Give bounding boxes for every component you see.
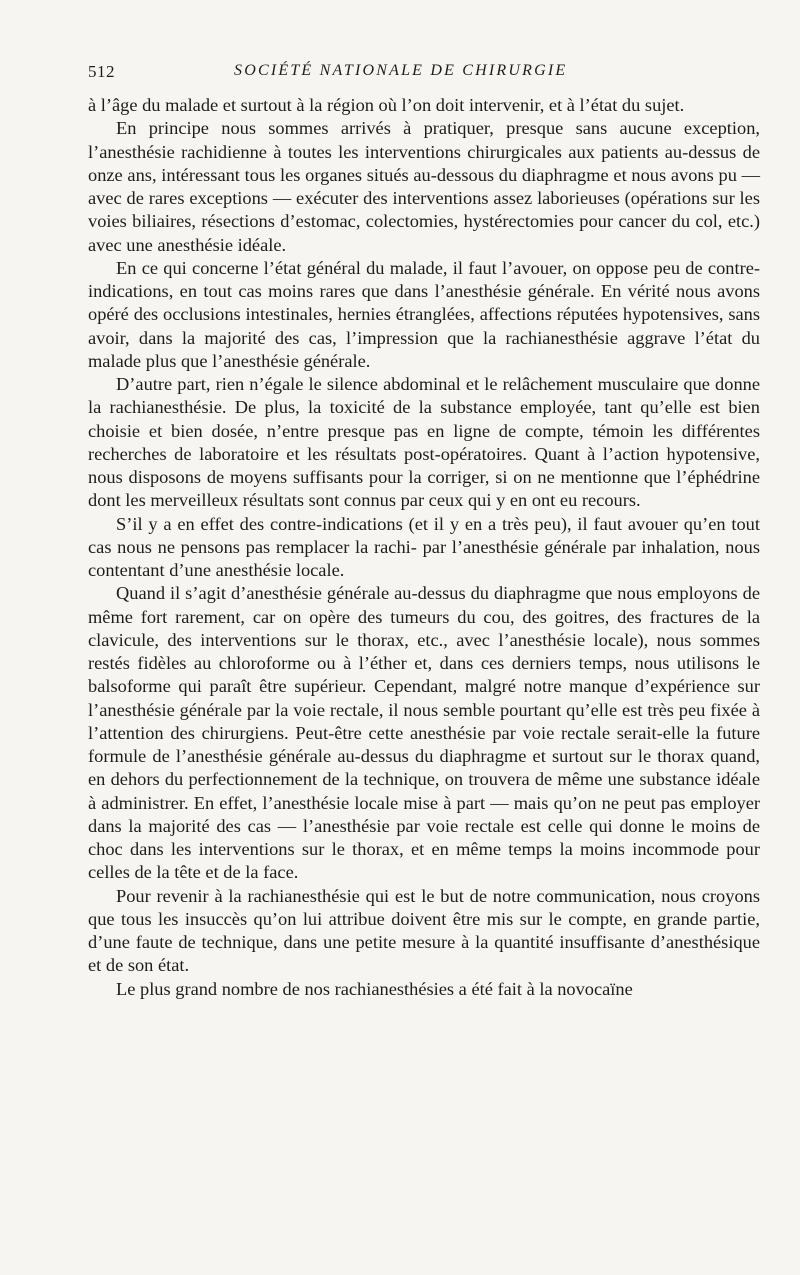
paragraph: D’autre part, rien n’égale le silence abdominal et le relâchement musculaire que donne la rachianesthésie. De plus, la toxicité de la substance employée, tant qu’elle est bien choisie et bien dosée, n’entre presque pas en ligne de compte, témoin les différentes recherches de laboratoire et les résultats post-opératoires. Quant à l’action hypotensive, nous disposons de moyens suffisants pour la corriger, si on ne mentionne que l’éphédrine dont les merveilleux résultats sont connus par ceux qui y en ont eu recours.	[88, 374, 760, 511]
page-number: 512	[88, 62, 115, 81]
journal-title: SOCIÉTÉ NATIONALE DE CHIRURGIE	[234, 62, 568, 79]
paragraph: S’il y a en effet des contre-indications (et il y en a très peu), il faut avouer qu’en tout cas nous ne pensons pas remplacer la rachi- par l’anesthésie générale par inhalation, nous contentant d’une anesthésie locale.	[88, 513, 760, 580]
paragraph: à l’âge du malade et surtout à la région où l’on doit intervenir, et à l’état du sujet.	[88, 95, 685, 115]
article-body	[88, 94, 760, 1001]
paragraph: En ce qui concerne l’état général du malade, il faut l’avouer, on oppose peu de contre-indications, en tout cas moins rares que dans l’anesthésie générale. En vérité nous avons opéré des occlusions intestinales, hernies étranglées, affections réputées hypotensives, sans avoir, dans la majorité des cas, l’impression que la rachianesthésie aggrave l’état du malade plus que l’anesthésie générale.	[88, 257, 760, 371]
paragraph: Pour revenir à la rachianesthésie qui est le but de notre communication, nous croyons que tous les insuccès qu’on lui attribue doivent être mis sur le compte, en grande partie, d’une faute de technique, dans une petite mesure à la quantité insuffisante d’anesthésique et de son état.	[88, 885, 760, 976]
paragraph: En principe nous sommes arrivés à pratiquer, presque sans aucune exception, l’anesthésie rachidienne à toutes les interventions chirurgicales aux patients au-dessus de onze ans, intéressant tous les organes situés au-dessous du diaphragme et nous avons pu — avec de rares exceptions — exécuter des interventions assez laborieuses (opérations sur les voies biliaires, résections d’estomac, colectomies, hystérectomies pour cancer du col, etc.) avec une anesthésie idéale.	[88, 118, 760, 255]
paragraph: Le plus grand nombre de nos rachianesthésies a été fait à la novocaïne	[116, 978, 633, 999]
paragraph: Quand il s’agit d’anesthésie générale au-dessus du diaphragme que nous employons de même fort rarement, car on opère des tumeurs du cou, des goitres, des fractures de la clavicule, des interventions sur le thorax, etc., avec l’anesthésie locale), nous sommes restés fidèles au chloroforme ou à l’éther et, dans ces derniers temps, nous utilisons le balsoforme qui paraît être supérieur. Cependant, malgré notre manque d’expérience sur l’anesthésie générale par la voie rectale, il nous semble pourtant qu’elle est très peu fixée à l’attention des chirurgiens. Peut-être cette anesthésie par voie rectale serait-elle la future formule de l’anesthésie générale au-dessus du diaphragme et surtout sur le thorax quand, en dehors du perfectionnement de la technique, on trouvera de même une substance idéale à administrer. En effet, l’anesthésie locale mise à part — mais qu’on ne peut pas employer dans la majorité des cas — l’anesthésie par voie rectale est celle qui donne le moins de choc dans les interventions sur le thorax, et en même temps la moins incommode pour celles de la tête et de la face.	[88, 583, 760, 883]
running-header	[88, 58, 760, 88]
